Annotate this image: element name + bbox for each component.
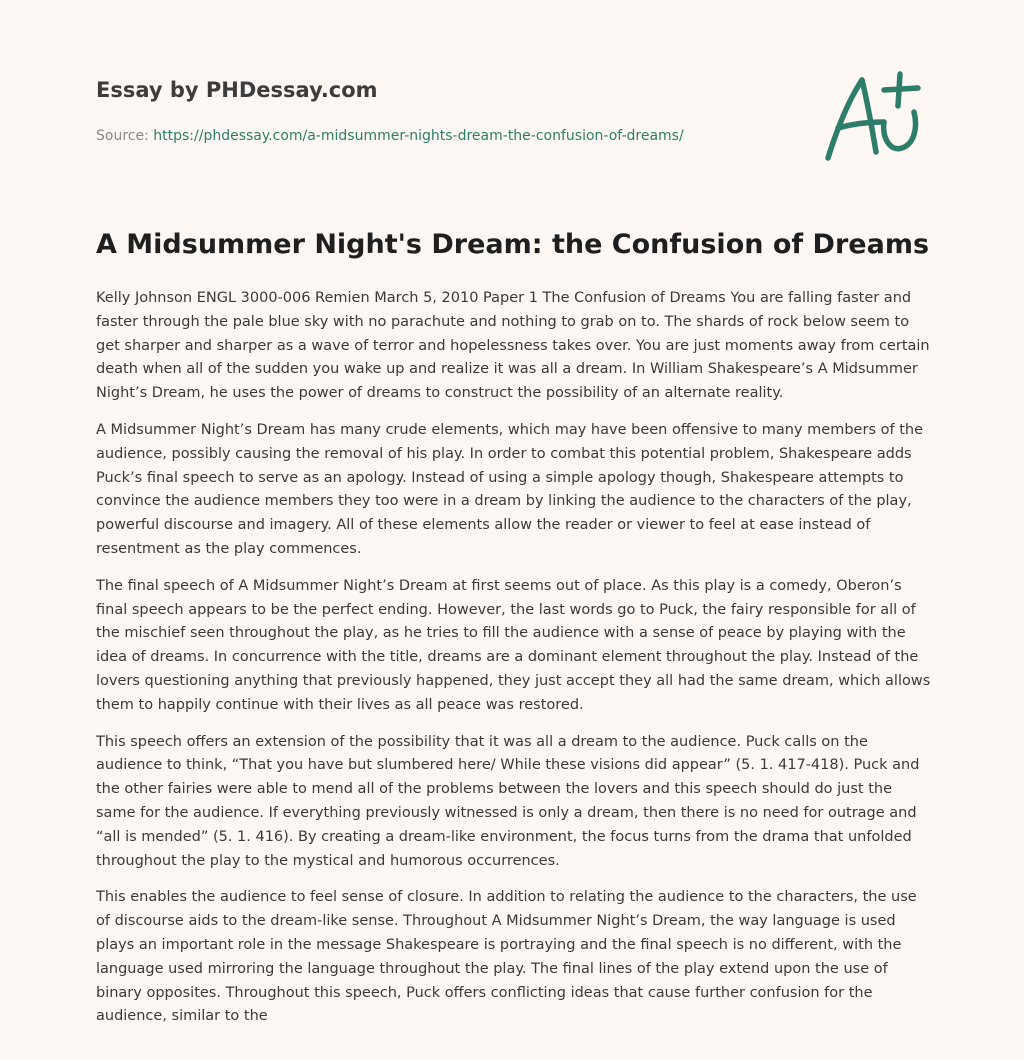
essay-body	[96, 287, 932, 1042]
site-brand: Essay by PHDessay.com	[96, 78, 378, 102]
essay-title: A Midsummer Night's Dream: the Confusion of Dreams	[96, 229, 930, 260]
essay-paragraph: A Midsummer Night’s Dream has many crude elements, which may have been offensive to many members of the audience, possibly causing the removal of his play. In order to combat this potential problem, Shakespeare adds Puck’s final speech to serve as an apology. Instead of using a simple apology though, Shakespeare attempts to convince the audience members they too were in a dream by linking the audience to the characters of the play, powerful discourse and imagery. All of these elements allow the reader or viewer to feel at ease instead of resentment as the play commences.	[96, 421, 923, 557]
essay-paragraph: Kelly Johnson ENGL 3000-006 Remien March 5, 2010 Paper 1 The Confusion of Dreams You are falling faster and faster through the pale blue sky with no parachute and nothing to grab on to. The shards of rock below seem to get sharper and sharper as a wave of terror and hopelessness takes over. You are just moments away from certain death when all of the sudden you wake up and realize it was all a dream. In William Shakespeare’s A Midsummer Night’s Dream, he uses the power of dreams to construct the possibility of an alternate reality.	[96, 290, 930, 402]
source-label: Source:	[96, 128, 149, 144]
a-plus-logo-icon	[818, 66, 930, 166]
essay-paragraph: The final speech of A Midsummer Night’s Dream at first seems out of place. As this play is a comedy, Oberon’s final speech appears to be the perfect ending. However, the last words go to Puck, the fairy responsible for all of the mischief seen throughout the play, as he tries to fill the audience with a sense of peace by playing with the idea of dreams. In concurrence with the title, dreams are a dominant element throughout the play. Instead of the lovers questioning anything that previously happened, they just accept they all had the same dream, which allows them to happily continue with their lives as all peace was restored.	[96, 577, 931, 713]
source-link[interactable]: https://phdessay.com/a-midsummer-nights-dream-the-confusion-of-dreams/	[153, 128, 684, 144]
site-header	[96, 76, 796, 146]
essay-paragraph: This enables the audience to feel sense of closure. In addition to relating the audience to the characters, the use of discourse aids to the dream-like sense. Throughout A Midsummer Night’s Dream, the way language is used plays an important role in the message Shakespeare is portraying and the final speech is no different, with the language used mirroring the language throughout the play. The final lines of the play extend upon the use of binary opposites. Throughout this speech, Puck offers conflicting ideas that cause further confusion for the audience, similar to the	[96, 889, 917, 1025]
essay-paragraph: This speech offers an extension of the possibility that it was all a dream to the audience. Puck calls on the audience to think, “That you have but slumbered here/ While these visions did appear” (5. 1. 417-418). Puck and the other fairies were able to mend all of the problems between the lovers and this speech should do just the same for the audience. If everything previously witnessed is only a dream, then there is no need for outrage and “all is mended” (5. 1. 416). By creating a dream-like environment, the focus turns from the drama that unfolded throughout the play to the mystical and humorous occurrences.	[96, 733, 920, 869]
source-line	[96, 126, 796, 146]
